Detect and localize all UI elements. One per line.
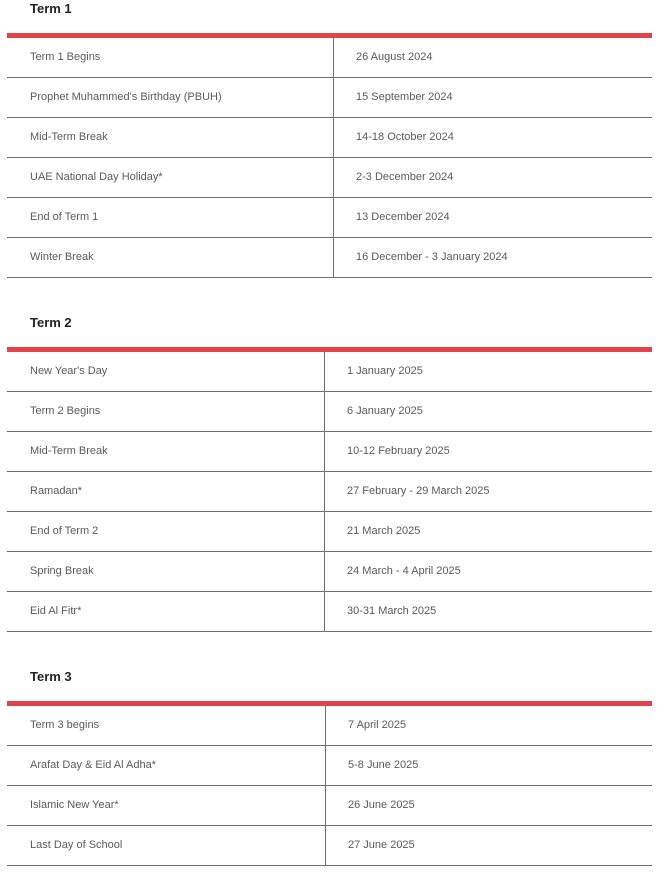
column-divider xyxy=(324,472,325,512)
table-row xyxy=(7,352,652,392)
event-name: Term 3 begins xyxy=(30,719,100,731)
event-name: Ramadan* xyxy=(30,485,82,497)
column-divider xyxy=(333,118,334,158)
event-date: 24 March - 4 April 2025 xyxy=(347,565,461,577)
event-date: 27 June 2025 xyxy=(348,839,415,851)
event-name: Mid-Term Break xyxy=(30,131,108,143)
event-name: Islamic New Year* xyxy=(30,799,119,811)
table-row xyxy=(7,746,652,786)
event-name: End of Term 2 xyxy=(30,525,99,537)
term-3-table xyxy=(7,701,652,866)
event-name: Arafat Day & Eid Al Adha* xyxy=(30,759,156,771)
event-date: 5-8 June 2025 xyxy=(348,759,419,771)
table-row xyxy=(7,78,652,118)
event-date: 14-18 October 2024 xyxy=(356,131,454,143)
column-divider xyxy=(325,706,326,746)
column-divider xyxy=(324,352,325,392)
table-row xyxy=(7,512,652,552)
event-date: 26 June 2025 xyxy=(348,799,415,811)
event-name: End of Term 1 xyxy=(30,211,99,223)
term-2-heading: Term 2 xyxy=(30,315,72,330)
event-date: 27 February - 29 March 2025 xyxy=(347,485,490,497)
column-divider xyxy=(333,78,334,118)
column-divider xyxy=(325,826,326,866)
column-divider xyxy=(325,746,326,786)
table-row xyxy=(7,38,652,78)
table-row xyxy=(7,472,652,512)
table-row xyxy=(7,238,652,278)
column-divider xyxy=(333,38,334,78)
column-divider xyxy=(333,198,334,238)
event-date: 26 August 2024 xyxy=(356,51,433,63)
column-divider xyxy=(324,392,325,432)
event-name: Term 2 Begins xyxy=(30,405,101,417)
term-1-heading: Term 1 xyxy=(30,1,72,16)
column-divider xyxy=(324,432,325,472)
table-row xyxy=(7,706,652,746)
event-name: Last Day of School xyxy=(30,839,123,851)
event-name: Winter Break xyxy=(30,251,94,263)
column-divider xyxy=(325,786,326,826)
event-name: UAE National Day Holiday* xyxy=(30,171,163,183)
table-row xyxy=(7,786,652,826)
table-row xyxy=(7,592,652,632)
event-name: Mid-Term Break xyxy=(30,445,108,457)
event-date: 15 September 2024 xyxy=(356,91,453,103)
event-date: 2-3 December 2024 xyxy=(356,171,454,183)
table-row xyxy=(7,432,652,472)
table-row xyxy=(7,118,652,158)
event-name: Spring Break xyxy=(30,565,94,577)
event-date: 30-31 March 2025 xyxy=(347,605,437,617)
table-row xyxy=(7,552,652,592)
event-date: 1 January 2025 xyxy=(347,365,423,377)
event-date: 16 December - 3 January 2024 xyxy=(356,251,508,263)
term-1-table xyxy=(7,33,652,278)
event-name: Eid Al Fitr* xyxy=(30,605,82,617)
column-divider xyxy=(333,158,334,198)
event-name: Term 1 Begins xyxy=(30,51,101,63)
event-name: New Year's Day xyxy=(30,365,108,377)
event-name: Prophet Muhammed's Birthday (PBUH) xyxy=(30,91,222,103)
column-divider xyxy=(324,552,325,592)
event-date: 6 January 2025 xyxy=(347,405,423,417)
term-3-heading: Term 3 xyxy=(30,669,72,684)
column-divider xyxy=(333,238,334,278)
table-row xyxy=(7,392,652,432)
event-date: 7 April 2025 xyxy=(348,719,407,731)
event-date: 13 December 2024 xyxy=(356,211,450,223)
column-divider xyxy=(324,592,325,632)
column-divider xyxy=(324,512,325,552)
event-date: 21 March 2025 xyxy=(347,525,421,537)
table-row xyxy=(7,158,652,198)
table-row xyxy=(7,198,652,238)
event-date: 10-12 February 2025 xyxy=(347,445,450,457)
term-2-table xyxy=(7,347,652,632)
table-row xyxy=(7,826,652,866)
